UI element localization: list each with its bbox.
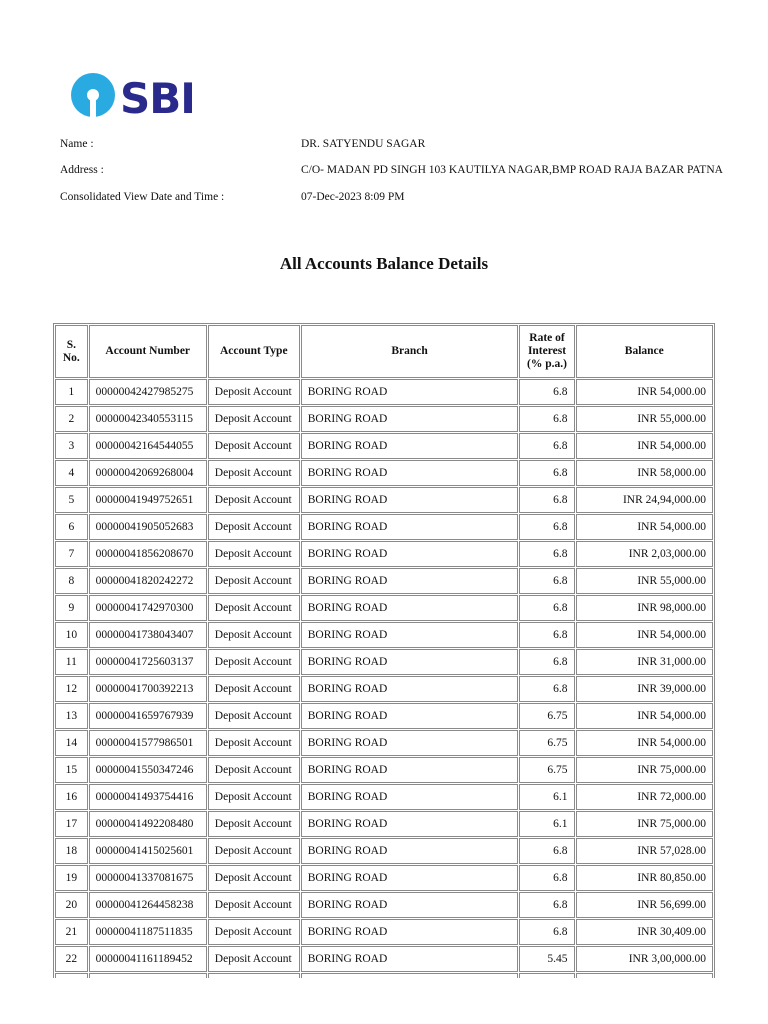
cell-account-type: Deposit Account bbox=[208, 622, 300, 648]
cell-account-number: 00000041949752651 bbox=[89, 487, 207, 513]
sbi-logo-text: SBI bbox=[120, 74, 195, 120]
cell-sno: 18 bbox=[55, 838, 88, 864]
cell-account-type: Deposit Account bbox=[208, 865, 300, 891]
table-row bbox=[55, 730, 713, 756]
cell-branch: BORING ROAD bbox=[301, 541, 519, 567]
cell-rate: 6.75 bbox=[519, 757, 574, 783]
cell-account-type: Deposit Account bbox=[208, 406, 300, 432]
table-row bbox=[55, 568, 713, 594]
cell-rate: 6.8 bbox=[519, 379, 574, 405]
header-account-number: Account Number bbox=[89, 325, 207, 378]
cell-branch: BORING ROAD bbox=[301, 838, 519, 864]
cell-balance: INR 80,850.00 bbox=[576, 865, 713, 891]
cell-rate: 6.8 bbox=[519, 649, 574, 675]
cell-sno: 5 bbox=[55, 487, 88, 513]
table-row bbox=[55, 919, 713, 945]
table-row bbox=[55, 892, 713, 918]
cell-account-number: 00000041492208480 bbox=[89, 811, 207, 837]
cell-account-number: 00000042069268004 bbox=[89, 460, 207, 486]
table-row bbox=[55, 487, 713, 513]
cell-sno: 8 bbox=[55, 568, 88, 594]
cell-balance: INR 75,000.00 bbox=[576, 811, 713, 837]
cell-account-type: Deposit Account bbox=[208, 514, 300, 540]
cell-sno: 19 bbox=[55, 865, 88, 891]
cell-account-number: 00000041659767939 bbox=[89, 703, 207, 729]
cell-branch: BORING ROAD bbox=[301, 406, 519, 432]
cell-branch: BORING ROAD bbox=[301, 514, 519, 540]
table-header-row bbox=[55, 325, 713, 378]
cell-branch: BORING ROAD bbox=[301, 946, 519, 972]
cell-balance: INR 54,000.00 bbox=[576, 622, 713, 648]
cell-branch: BORING ROAD bbox=[301, 460, 519, 486]
cell-account-type: Deposit Account bbox=[208, 838, 300, 864]
cell-branch: BORING ROAD bbox=[301, 433, 519, 459]
cell-branch: BORING ROAD bbox=[301, 379, 519, 405]
cell-sno: 2 bbox=[55, 406, 88, 432]
cell-balance: INR 54,000.00 bbox=[576, 379, 713, 405]
cell-balance: INR 98,000.00 bbox=[576, 595, 713, 621]
cell-account-type: Deposit Account bbox=[208, 703, 300, 729]
address-label: Address : bbox=[60, 164, 104, 176]
cell-balance: INR 24,94,000.00 bbox=[576, 487, 713, 513]
table-row bbox=[55, 649, 713, 675]
table-row bbox=[55, 541, 713, 567]
table-row bbox=[55, 811, 713, 837]
table-row bbox=[55, 703, 713, 729]
cell-account-number: 00000041905052683 bbox=[89, 514, 207, 540]
datetime-value: 07-Dec-2023 8:09 PM bbox=[301, 191, 405, 203]
cell-sno: 7 bbox=[55, 541, 88, 567]
cell-sno: 11 bbox=[55, 649, 88, 675]
cell-account-number: 00000041577986501 bbox=[89, 730, 207, 756]
cell-account-number: 00000041161189452 bbox=[89, 946, 207, 972]
cell-branch: BORING ROAD bbox=[301, 487, 519, 513]
cell-branch: BORING ROAD bbox=[301, 811, 519, 837]
cell-rate: 6.75 bbox=[519, 703, 574, 729]
cell-rate: 6.8 bbox=[519, 919, 574, 945]
cell-balance: INR 72,000.00 bbox=[576, 784, 713, 810]
sbi-logo bbox=[70, 70, 210, 120]
datetime-label: Consolidated View Date and Time : bbox=[60, 191, 225, 203]
cell-branch: BORING ROAD bbox=[301, 649, 519, 675]
cell-sno: 1 bbox=[55, 379, 88, 405]
cell-branch: BORING ROAD bbox=[301, 703, 519, 729]
cell-account-number: 00000042164544055 bbox=[89, 433, 207, 459]
cell-sno: 14 bbox=[55, 730, 88, 756]
cell-rate: 6.1 bbox=[519, 784, 574, 810]
header-rate-of-interest: Rate of Interest (% p.a.) bbox=[519, 325, 574, 378]
cell-rate: 6.8 bbox=[519, 541, 574, 567]
cell-branch: BORING ROAD bbox=[301, 622, 519, 648]
table-row bbox=[55, 514, 713, 540]
cell-rate bbox=[519, 973, 574, 978]
cell-account-number: 00000041493754416 bbox=[89, 784, 207, 810]
name-value: DR. SATYENDU SAGAR bbox=[301, 138, 426, 150]
cell-sno: 3 bbox=[55, 433, 88, 459]
cell-sno: 10 bbox=[55, 622, 88, 648]
cell-account-type: Deposit Account bbox=[208, 946, 300, 972]
cell-sno: 4 bbox=[55, 460, 88, 486]
cell-sno: 15 bbox=[55, 757, 88, 783]
cell-sno: 13 bbox=[55, 703, 88, 729]
cell-account-type: Deposit Account bbox=[208, 595, 300, 621]
cell-balance: INR 57,028.00 bbox=[576, 838, 713, 864]
cell-account-number: 00000041700392213 bbox=[89, 676, 207, 702]
cell-branch: BORING ROAD bbox=[301, 595, 519, 621]
cell-account-number: 00000041337081675 bbox=[89, 865, 207, 891]
table-row bbox=[55, 460, 713, 486]
cell-account-number: 00000041725603137 bbox=[89, 649, 207, 675]
cell-balance: INR 54,000.00 bbox=[576, 433, 713, 459]
cell-account-type: Deposit Account bbox=[208, 784, 300, 810]
cell-balance: INR 3,00,000.00 bbox=[576, 946, 713, 972]
cell-rate: 6.75 bbox=[519, 730, 574, 756]
cell-branch: BORING ROAD bbox=[301, 730, 519, 756]
table-row bbox=[55, 973, 713, 978]
cell-rate: 6.8 bbox=[519, 676, 574, 702]
cell-branch bbox=[301, 973, 519, 978]
cell-sno: 16 bbox=[55, 784, 88, 810]
cell-sno: 22 bbox=[55, 946, 88, 972]
cell-account-type: Deposit Account bbox=[208, 757, 300, 783]
cell-branch: BORING ROAD bbox=[301, 568, 519, 594]
cell-account-number: 00000041415025601 bbox=[89, 838, 207, 864]
cell-branch: BORING ROAD bbox=[301, 892, 519, 918]
cell-account-number: 00000041742970300 bbox=[89, 595, 207, 621]
table-row bbox=[55, 379, 713, 405]
cell-account-type: Deposit Account bbox=[208, 487, 300, 513]
cell-sno: 21 bbox=[55, 919, 88, 945]
cell-account-type: Deposit Account bbox=[208, 676, 300, 702]
cell-account-number: 00000042340553115 bbox=[89, 406, 207, 432]
cell-sno: 20 bbox=[55, 892, 88, 918]
cell-rate: 6.8 bbox=[519, 487, 574, 513]
cell-branch: BORING ROAD bbox=[301, 676, 519, 702]
accounts-table bbox=[53, 323, 715, 978]
cell-account-type: Deposit Account bbox=[208, 649, 300, 675]
table-row bbox=[55, 622, 713, 648]
cell-branch: BORING ROAD bbox=[301, 919, 519, 945]
cell-balance: INR 2,03,000.00 bbox=[576, 541, 713, 567]
cell-sno: 12 bbox=[55, 676, 88, 702]
cell-account-number: 00000041187511835 bbox=[89, 919, 207, 945]
table-row bbox=[55, 946, 713, 972]
cell-balance bbox=[576, 973, 713, 978]
cell-rate: 6.8 bbox=[519, 514, 574, 540]
cell-branch: BORING ROAD bbox=[301, 865, 519, 891]
table-row bbox=[55, 676, 713, 702]
cell-account-type: Deposit Account bbox=[208, 433, 300, 459]
table-row bbox=[55, 595, 713, 621]
cell-balance: INR 75,000.00 bbox=[576, 757, 713, 783]
page-title: All Accounts Balance Details bbox=[279, 254, 489, 273]
cell-account-type: Deposit Account bbox=[208, 460, 300, 486]
cell-balance: INR 58,000.00 bbox=[576, 460, 713, 486]
table-body bbox=[55, 379, 713, 978]
cell-rate: 6.8 bbox=[519, 433, 574, 459]
table-row bbox=[55, 838, 713, 864]
cell-account-number: 00000041550347246 bbox=[89, 757, 207, 783]
cell-account-number: 00000041264458238 bbox=[89, 892, 207, 918]
cell-rate: 6.8 bbox=[519, 892, 574, 918]
cell-account-type: Deposit Account bbox=[208, 379, 300, 405]
cell-balance: INR 54,000.00 bbox=[576, 703, 713, 729]
cell-account-type bbox=[208, 973, 300, 978]
table-row bbox=[55, 406, 713, 432]
cell-rate: 6.8 bbox=[519, 406, 574, 432]
cell-branch: BORING ROAD bbox=[301, 757, 519, 783]
cell-account-number: 00000041856208670 bbox=[89, 541, 207, 567]
name-label: Name : bbox=[60, 138, 94, 150]
cell-balance: INR 39,000.00 bbox=[576, 676, 713, 702]
cell-account-type: Deposit Account bbox=[208, 541, 300, 567]
cell-sno: 17 bbox=[55, 811, 88, 837]
cell-account-number bbox=[89, 973, 207, 978]
cell-rate: 6.1 bbox=[519, 811, 574, 837]
cell-rate: 6.8 bbox=[519, 568, 574, 594]
cell-account-type: Deposit Account bbox=[208, 892, 300, 918]
table-row bbox=[55, 784, 713, 810]
cell-rate: 6.8 bbox=[519, 595, 574, 621]
cell-account-number: 00000041820242272 bbox=[89, 568, 207, 594]
cell-rate: 6.8 bbox=[519, 838, 574, 864]
cell-sno bbox=[55, 973, 88, 978]
cell-sno: 6 bbox=[55, 514, 88, 540]
cell-account-type: Deposit Account bbox=[208, 568, 300, 594]
cell-balance: INR 54,000.00 bbox=[576, 514, 713, 540]
cell-rate: 6.8 bbox=[519, 460, 574, 486]
table-row bbox=[55, 433, 713, 459]
cell-balance: INR 54,000.00 bbox=[576, 730, 713, 756]
cell-account-number: 00000041738043407 bbox=[89, 622, 207, 648]
cell-balance: INR 30,409.00 bbox=[576, 919, 713, 945]
cell-rate: 6.8 bbox=[519, 622, 574, 648]
table-row bbox=[55, 865, 713, 891]
header-account-type: Account Type bbox=[208, 325, 300, 378]
cell-account-type: Deposit Account bbox=[208, 811, 300, 837]
cell-balance: INR 55,000.00 bbox=[576, 568, 713, 594]
cell-rate: 6.8 bbox=[519, 865, 574, 891]
header-sno: S. No. bbox=[55, 325, 88, 378]
cell-rate: 5.45 bbox=[519, 946, 574, 972]
cell-sno: 9 bbox=[55, 595, 88, 621]
header-balance: Balance bbox=[576, 325, 713, 378]
header-branch: Branch bbox=[301, 325, 519, 378]
cell-account-number: 00000042427985275 bbox=[89, 379, 207, 405]
table-row bbox=[55, 757, 713, 783]
cell-branch: BORING ROAD bbox=[301, 784, 519, 810]
address-value: C/O- MADAN PD SINGH 103 KAUTILYA NAGAR,BMP ROAD RAJA BAZAR PATNA bbox=[301, 164, 723, 176]
cell-account-type: Deposit Account bbox=[208, 919, 300, 945]
cell-account-type: Deposit Account bbox=[208, 730, 300, 756]
cell-balance: INR 31,000.00 bbox=[576, 649, 713, 675]
cell-balance: INR 56,699.00 bbox=[576, 892, 713, 918]
cell-balance: INR 55,000.00 bbox=[576, 406, 713, 432]
